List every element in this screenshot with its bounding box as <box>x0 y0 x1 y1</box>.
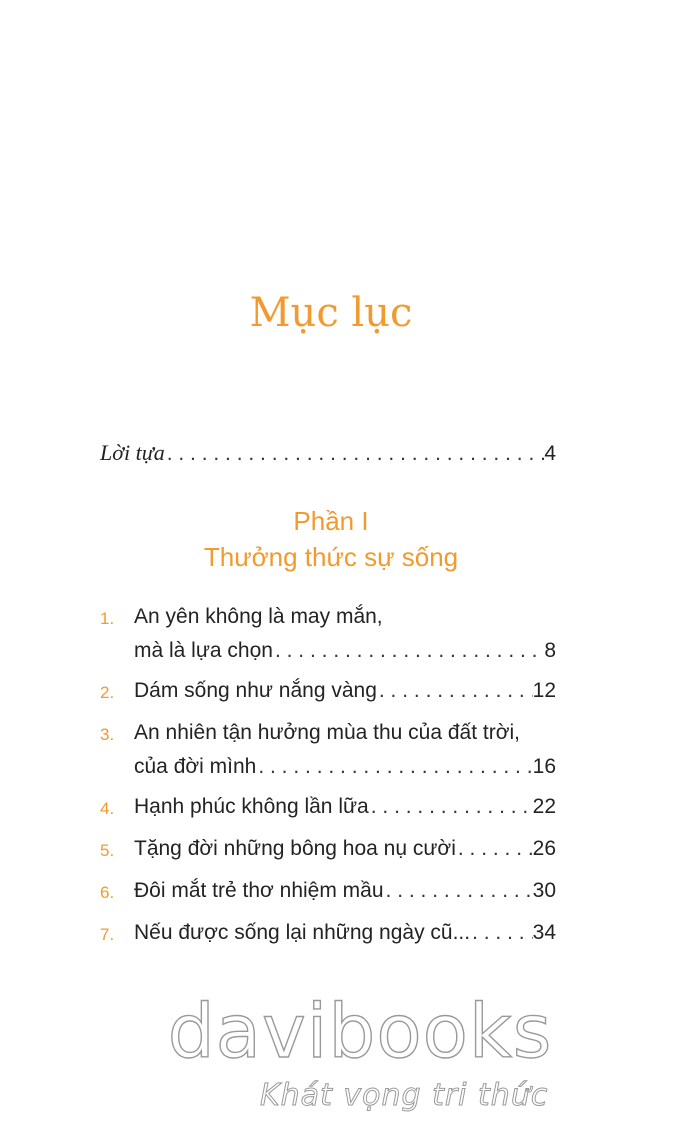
toc-entry-2[interactable] <box>134 678 556 704</box>
leader-dots <box>256 754 532 780</box>
leader-dots <box>369 794 533 820</box>
leader-dots <box>456 836 533 862</box>
toc-page-number: 4 <box>544 442 556 465</box>
toc-entry-1[interactable] <box>134 638 556 664</box>
toc-entry-number: 5. <box>100 841 115 860</box>
toc-entry-4[interactable] <box>134 794 556 820</box>
leader-dots <box>273 638 544 664</box>
toc-page-number: 16 <box>532 755 556 778</box>
toc-entry-label[interactable]: An nhiên tận hưởng mùa thu của đất trời, <box>134 721 520 744</box>
toc-entry-number: 3. <box>100 725 115 744</box>
toc-page-number: 22 <box>532 795 556 818</box>
leader-dots <box>377 678 533 704</box>
toc-page-number: 30 <box>532 879 556 902</box>
toc-entry-preface[interactable] <box>100 440 556 467</box>
toc-entry-label: Lời tựa <box>100 440 165 465</box>
toc-entry-number: 1. <box>100 609 115 628</box>
toc-entry-label: Tặng đời những bông hoa nụ cười <box>134 837 456 860</box>
toc-page-number: 8 <box>544 639 556 662</box>
watermark-brand: davibooks <box>167 989 553 1075</box>
toc-entry-label: Nếu được sống lại những ngày cũ... <box>134 921 471 944</box>
leader-dots <box>165 441 545 467</box>
leader-dots <box>470 920 533 946</box>
leader-dots <box>384 878 533 904</box>
toc-entry-6[interactable] <box>134 878 556 904</box>
part-heading: Phần I <box>293 506 369 536</box>
toc-entry-number: 6. <box>100 883 115 902</box>
toc-entry-label: Hạnh phúc không lần lữa <box>134 795 369 818</box>
watermark-tagline: Khát vọng tri thức <box>260 1078 549 1113</box>
page-title: Mục lục <box>249 290 413 336</box>
toc-page-number: 26 <box>532 837 556 860</box>
toc-entry-5[interactable] <box>134 836 556 862</box>
toc-entry-label[interactable]: An yên không là may mắn, <box>134 605 383 628</box>
part-subtitle: Thưởng thức sự sống <box>203 542 459 572</box>
toc-entry-number: 4. <box>100 799 115 818</box>
toc-page-number: 34 <box>532 921 556 944</box>
toc-entry-label-cont: mà là lựa chọn <box>134 639 273 662</box>
toc-entry-number: 7. <box>100 925 115 944</box>
toc-entry-label-cont: của đời mình <box>134 755 257 778</box>
toc-entry-label: Đôi mắt trẻ thơ nhiệm mầu <box>134 879 384 902</box>
toc-entry-number: 2. <box>100 683 115 702</box>
toc-page-number: 12 <box>532 679 556 702</box>
toc-entry-3[interactable] <box>134 754 556 780</box>
toc-entry-label: Dám sống như nắng vàng <box>134 679 377 702</box>
toc-entry-7[interactable] <box>134 920 556 946</box>
